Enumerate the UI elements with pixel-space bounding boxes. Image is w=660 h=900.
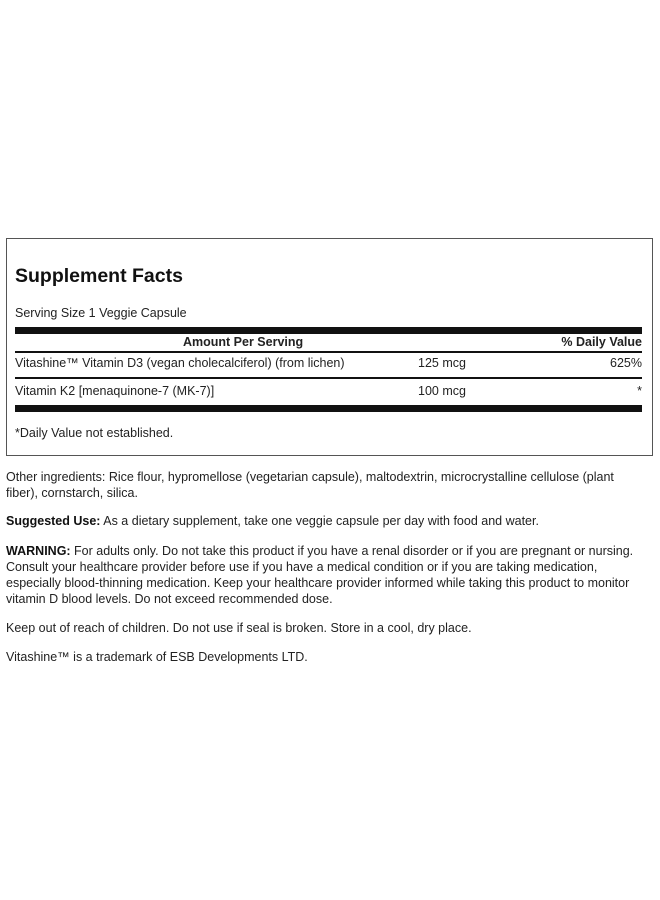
warning-label: WARNING: <box>6 544 71 558</box>
suggested-use <box>6 513 646 529</box>
suggested-use-text: As a dietary supplement, take one veggie capsule per day with food and water. <box>100 514 539 528</box>
header-amount: Amount Per Serving <box>183 335 304 349</box>
panel-title: Supplement Facts <box>15 265 183 287</box>
thin-divider <box>15 377 642 379</box>
row-dv: * <box>637 384 642 398</box>
trademark-text: Vitashine™ is a trademark of ESB Developments LTD. <box>6 650 308 664</box>
thick-divider <box>15 327 642 334</box>
suggested-use-label: Suggested Use: <box>6 514 101 528</box>
row-name: Vitamin K2 [menaquinone-7 (MK-7)] <box>15 384 215 398</box>
row-amount: 125 mcg <box>418 356 466 370</box>
warning-text: For adults only. Do not take this product if you have a renal disorder or if you are pregnant or nursing. Consult your healthcare provider before use if you have a medical condition or if you are taking medication, especially blood-thinning medication. Keep your healthcare provider informed while taking this product to monitor vitamin D blood levels. Do not exceed recommended dose. <box>6 544 634 606</box>
header-daily-value: % Daily Value <box>561 335 642 349</box>
other-ingredients: Other ingredients: Rice flour, hypromellose (vegetarian capsule), maltodextrin, microcrystalline cellulose (plant fiber), cornstarch, silica. <box>6 470 614 500</box>
footnote: *Daily Value not established. <box>15 426 174 440</box>
row-amount: 100 mcg <box>418 384 466 398</box>
serving-size: Serving Size 1 Veggie Capsule <box>15 306 187 320</box>
thick-divider <box>15 405 642 412</box>
supplement-facts-panel <box>6 238 653 456</box>
warning <box>6 543 646 607</box>
row-dv: 625% <box>610 356 642 370</box>
thin-divider <box>15 351 642 353</box>
row-name: Vitashine™ Vitamin D3 (vegan cholecalciferol) (from lichen) <box>15 356 345 370</box>
storage-text: Keep out of reach of children. Do not use if seal is broken. Store in a cool, dry place. <box>6 621 472 635</box>
